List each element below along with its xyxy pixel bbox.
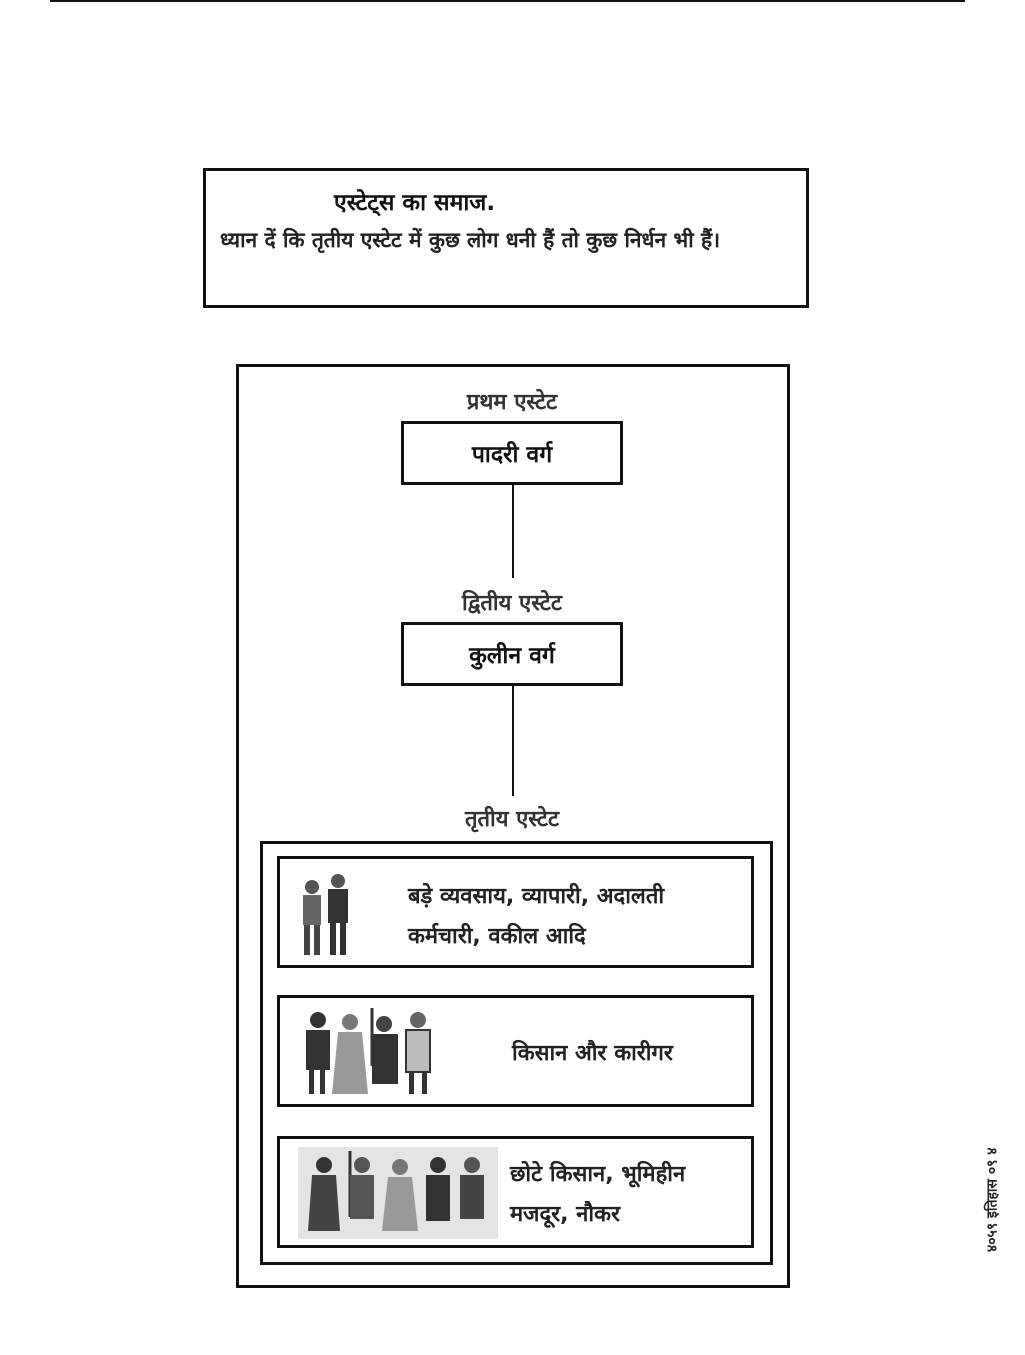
third-estate-group-3 — [277, 1136, 754, 1248]
group-1-line-1: बड़े व्यवसाय, व्यापारी, अदालती — [408, 884, 665, 909]
poor-laborers-figures-icon — [298, 1147, 498, 1239]
group-3-line-1: छोटे किसान, भूमिहीन — [510, 1162, 686, 1187]
two-men-figures-icon — [292, 869, 362, 959]
peasants-artisans-figures-icon — [300, 1006, 450, 1098]
second-estate-label: द्वितीय एस्टेट — [462, 591, 562, 616]
connector-second-third — [512, 686, 514, 796]
third-estate-label: तृतीय एस्टेट — [464, 807, 560, 832]
top-rule — [50, 0, 965, 2]
margin-note: ४०५९ इतिहास ०९ ४ — [984, 1147, 1001, 1253]
nobility-label: कुलीन वर्ग — [469, 643, 555, 669]
clergy-label: पादरी वर्ग — [471, 442, 553, 468]
group-1-line-2: कर्मचारी, वकील आदि — [408, 924, 586, 949]
caption-box — [203, 168, 809, 308]
group-2-line-1: किसान और कारीगर — [512, 1041, 673, 1066]
connector-first-second — [512, 485, 514, 578]
group-3-line-2: मजदूर, नौकर — [510, 1202, 620, 1227]
caption-body: ध्यान दें कि तृतीय एस्टेट में कुछ लोग धनी हैं तो कुछ निर्धन भी हैं। — [220, 228, 721, 252]
nobility-box — [401, 622, 623, 686]
caption-title: एस्टेट्स का समाज. — [334, 190, 496, 216]
clergy-box — [401, 421, 623, 485]
third-estate-group-2 — [277, 995, 754, 1107]
first-estate-label: प्रथम एस्टेट — [466, 390, 558, 415]
third-estate-group-1 — [277, 856, 754, 968]
